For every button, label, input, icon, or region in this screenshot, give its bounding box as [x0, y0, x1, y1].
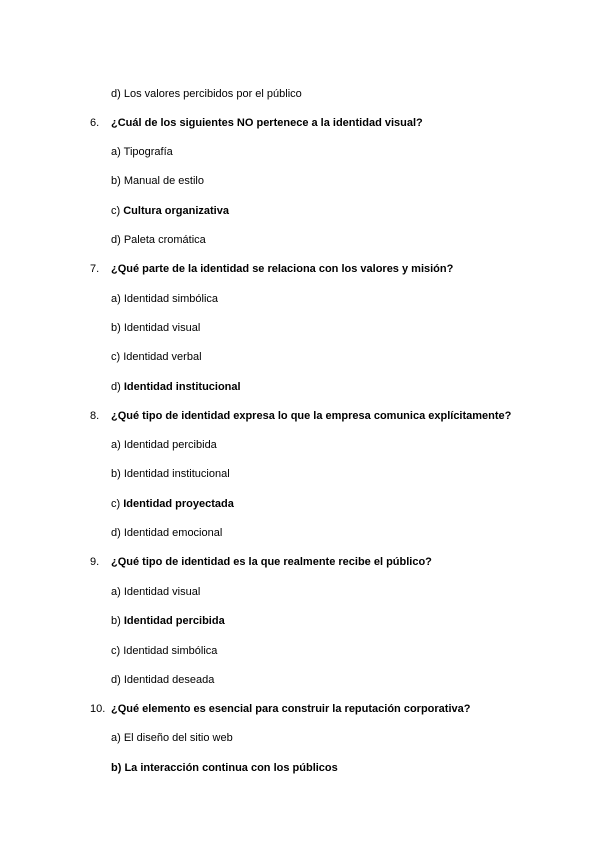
option-letter: a) [111, 586, 124, 598]
question-8 [90, 409, 511, 423]
option-text: La interacción continua con los públicos [124, 762, 338, 774]
option-text: Identidad institucional [123, 468, 230, 480]
option-10b-correct [111, 761, 338, 775]
question-9 [90, 555, 432, 569]
option-8c-correct [111, 497, 234, 511]
option-text: Identidad visual [123, 322, 201, 334]
option-text: Identidad emocional [123, 527, 223, 539]
option-text: Identidad deseada [123, 674, 215, 686]
question-text: ¿Cuál de los siguientes NO pertenece a la identidad visual? [111, 117, 423, 129]
option-text: Identidad percibida [123, 615, 225, 627]
option-text: Manual de estilo [123, 175, 204, 187]
question-number: 6. [90, 117, 100, 129]
option-text: Identidad simbólica [123, 645, 218, 657]
option-letter: c) [111, 205, 124, 217]
option-letter: d) [111, 674, 124, 686]
option-letter: c) [111, 645, 124, 657]
option-text: Cultura organizativa [123, 205, 229, 217]
question-6 [90, 116, 423, 130]
option-text: Identidad proyectada [123, 498, 234, 510]
question-text: ¿Qué tipo de identidad expresa lo que la empresa comunica explícitamente? [111, 410, 512, 422]
option-8d [111, 526, 222, 540]
option-letter: a) [111, 439, 124, 451]
option-9d [111, 673, 214, 687]
option-text: Identidad visual [123, 586, 201, 598]
option-text: El diseño del sitio web [123, 732, 233, 744]
option-7d-correct [111, 380, 241, 394]
option-6b [111, 174, 204, 188]
option-letter: a) [111, 732, 124, 744]
option-text: Identidad percibida [123, 439, 217, 451]
option-9c [111, 644, 217, 658]
option-letter: a) [111, 146, 124, 158]
question-number: 9. [90, 556, 100, 568]
question-number: 10. [90, 703, 106, 715]
option-letter: b) [111, 615, 124, 627]
option-10a [111, 731, 233, 745]
option-text: Tipografía [123, 146, 173, 158]
option-letter: b) [111, 762, 125, 774]
option-9b-correct [111, 614, 225, 628]
option-letter: d) [111, 381, 124, 393]
option-5d [111, 87, 302, 101]
option-letter: b) [111, 468, 124, 480]
option-8b [111, 467, 230, 481]
question-number: 7. [90, 263, 100, 275]
option-6a [111, 145, 173, 159]
option-text: Identidad verbal [123, 351, 202, 363]
question-10 [90, 702, 470, 716]
option-letter: d) [111, 234, 124, 246]
question-7 [90, 262, 453, 276]
option-7c [111, 350, 202, 364]
option-letter: b) [111, 322, 124, 334]
question-text: ¿Qué parte de la identidad se relaciona con los valores y misión? [111, 263, 454, 275]
option-letter: c) [111, 351, 124, 363]
option-letter: c) [111, 498, 124, 510]
option-6c-correct [111, 204, 229, 218]
option-9a [111, 585, 200, 599]
option-text: Identidad simbólica [123, 293, 219, 305]
question-text: ¿Qué tipo de identidad es la que realmente recibe el público? [111, 556, 432, 568]
option-text: Paleta cromática [123, 234, 206, 246]
option-text: Los valores percibidos por el público [123, 88, 302, 100]
option-letter: a) [111, 293, 124, 305]
question-number: 8. [90, 410, 100, 422]
option-7b [111, 321, 200, 335]
option-letter: d) [111, 88, 124, 100]
question-text: ¿Qué elemento es esencial para construir la reputación corporativa? [111, 703, 471, 715]
option-8a [111, 438, 217, 452]
option-letter: d) [111, 527, 124, 539]
option-letter: b) [111, 175, 124, 187]
option-6d [111, 233, 206, 247]
option-text: Identidad institucional [123, 381, 241, 393]
option-7a [111, 292, 218, 306]
